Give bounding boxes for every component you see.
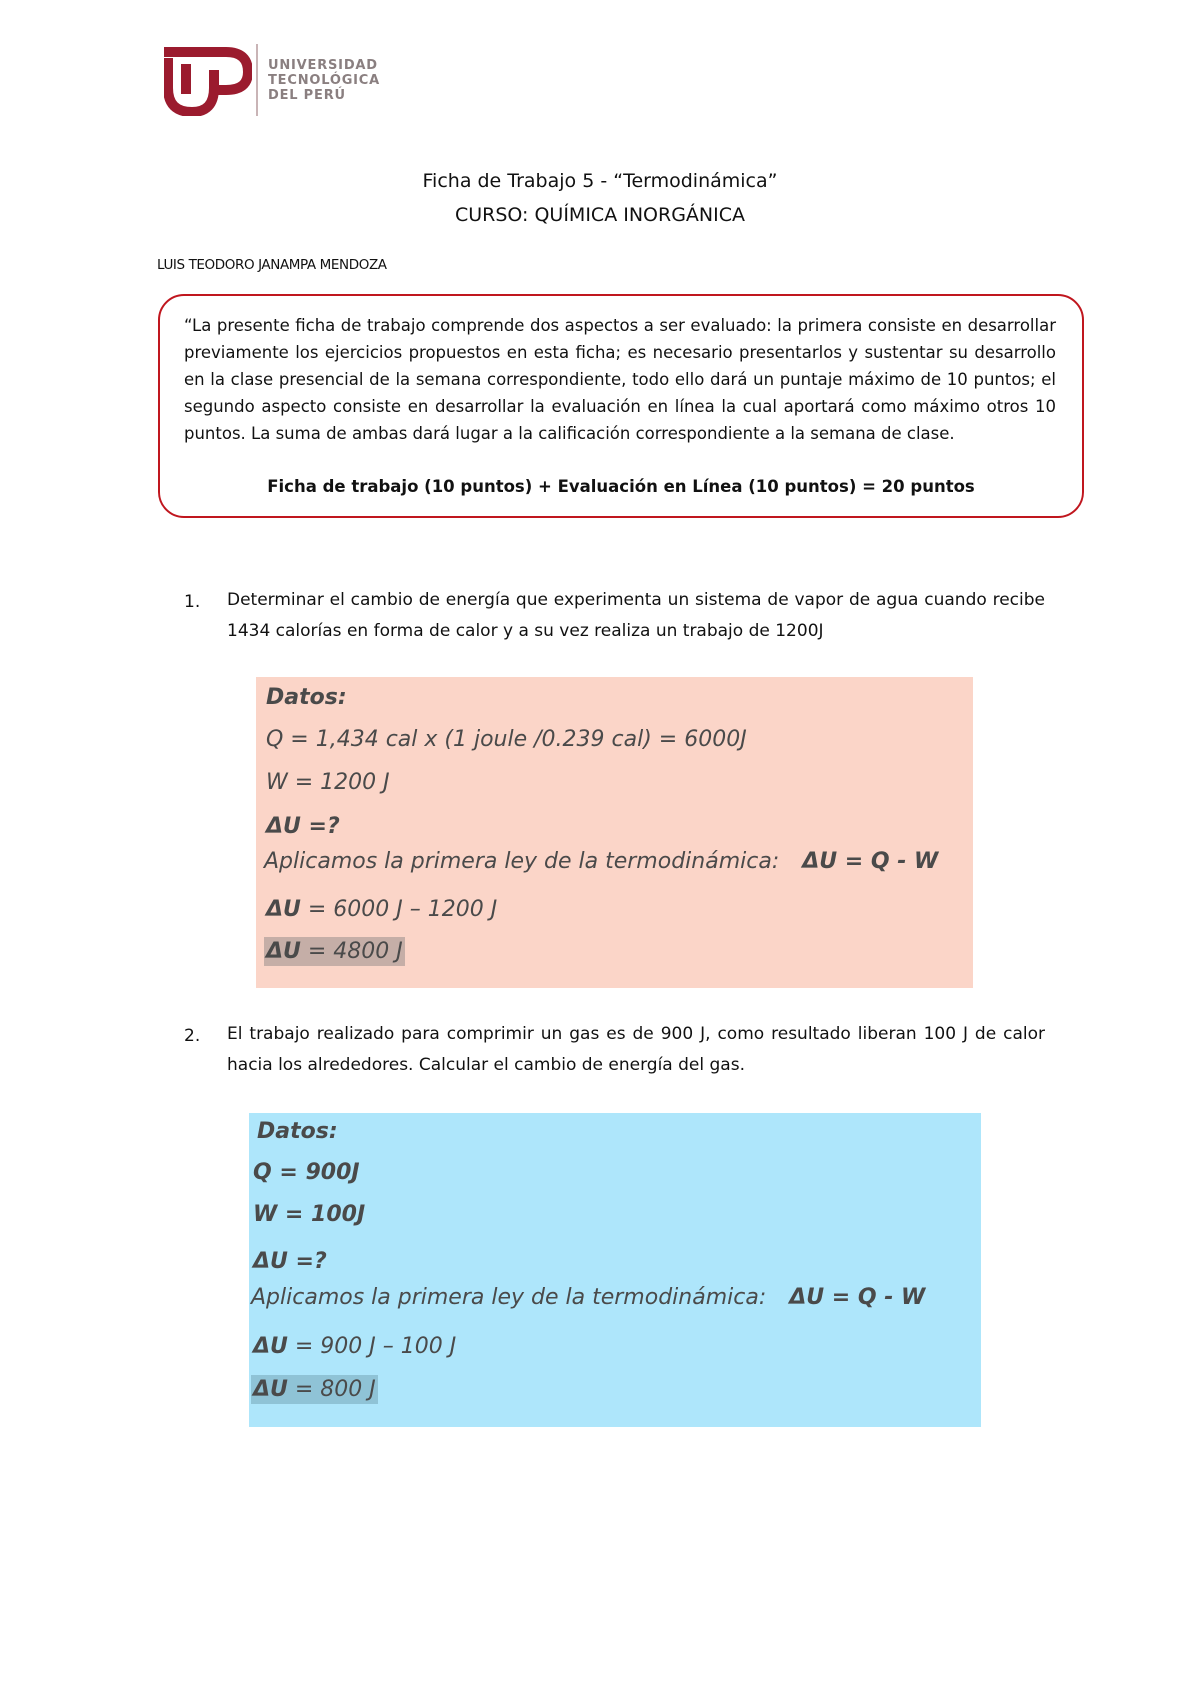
question-1-text: Determinar el cambio de energía que experimenta un sistema de vapor de agua cuando recibe 1434 calorías en forma de calor y a su vez realiza un trabajo de 1200J — [227, 590, 1045, 641]
notice-text: “La presente ficha de trabajo comprende dos aspectos a ser evaluado: la primera consiste en desarrollar previamente los ejercicios propuestos en esta ficha; es necesario presentarlos y sustentar su desarrollo en la clase presencial de la semana correspondiente, todo ello dará un puntaje máximo de 10 puntos; el segundo aspecto consiste en desarrollar la evaluación en línea la cual aportará como máximo otros 10 puntos. La suma de ambas dará lugar a la calificación correspondiente a la semana de clase. — [184, 316, 1056, 443]
logo-divider — [256, 44, 258, 116]
answer-2-calc-label: ΔU — [253, 1334, 288, 1359]
logo-line-2: TECNOLÓGICA — [268, 73, 381, 88]
answer-2-result-label: ΔU — [253, 1377, 288, 1402]
answer-1-law — [264, 849, 938, 874]
logo-line-1: UNIVERSIDAD — [268, 58, 378, 73]
answer-2-heading: Datos: — [257, 1119, 338, 1144]
answer-2-calc-value: = 900 J – 100 J — [287, 1334, 457, 1359]
answer-1-heading: Datos: — [266, 685, 347, 710]
page-title: Ficha de Trabajo 5 - “Termodinámica” — [422, 170, 778, 192]
answer-1-q: Q = 1,434 cal x (1 joule /0.239 cal) = 6000J — [266, 727, 747, 752]
answer-1-result-label: ΔU — [266, 939, 301, 964]
author-name: LUIS TEODORO JANAMPA MENDOZA — [157, 257, 387, 273]
answer-1-formula: ΔU = Q - W — [802, 849, 939, 874]
answer-2-result-value: = 800 J — [287, 1377, 376, 1402]
answer-2-box — [249, 1113, 981, 1427]
answer-2-formula: ΔU = Q - W — [789, 1285, 926, 1310]
answer-1-result — [264, 937, 405, 966]
course-title: CURSO: QUÍMICA INORGÁNICA — [454, 204, 746, 226]
answer-1-result-value: = 4800 J — [300, 939, 403, 964]
answer-2-q: Q = 900J — [253, 1160, 360, 1185]
answer-2-law-text: Aplicamos la primera ley de la termodinámica: — [251, 1285, 767, 1310]
utp-logo-mark — [164, 44, 252, 116]
answer-1-box — [256, 677, 973, 988]
answer-1-calc-label: ΔU — [266, 897, 301, 922]
answer-2-result — [251, 1375, 378, 1404]
utp-logo — [164, 44, 252, 116]
logo-wordmark — [268, 58, 380, 103]
question-2-number: 2. — [184, 1026, 201, 1046]
answer-1-du: ΔU =? — [266, 814, 340, 839]
answer-2-du: ΔU =? — [253, 1249, 327, 1274]
answer-2-w: W = 100J — [253, 1202, 366, 1227]
answer-1-law-text: Aplicamos la primera ley de la termodinámica: — [264, 849, 780, 874]
question-1-number: 1. — [184, 592, 201, 612]
answer-2-law — [251, 1285, 925, 1310]
answer-1-w: W = 1200 J — [266, 770, 390, 795]
answer-2-calc — [253, 1334, 456, 1359]
notice-total: Ficha de trabajo (10 puntos) + Evaluación en Línea (10 puntos) = 20 puntos — [267, 477, 975, 496]
answer-1-calc-value: = 6000 J – 1200 J — [300, 897, 498, 922]
question-2-text: El trabajo realizado para comprimir un gas es de 900 J, como resultado liberan 100 J de calor hacia los alrededores. Calcular el cambio de energía del gas. — [227, 1024, 1045, 1075]
logo-line-3: DEL PERÚ — [268, 88, 346, 103]
answer-1-calc — [266, 897, 497, 922]
